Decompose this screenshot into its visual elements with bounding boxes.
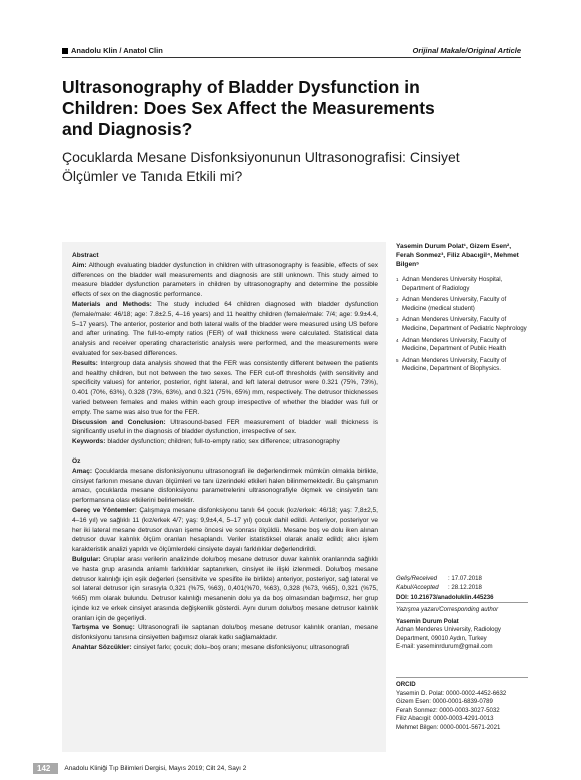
corresponding-name: Yasemin Durum Polat: [396, 617, 459, 625]
oz-heading: Öz: [72, 457, 81, 465]
abstract-methods: Materials and Methods: The study included 64 children diagnosed with bladder dysfunction (female/male: 46/18; age: 7.8±2.5, 4–16 years) and 11 healthy children (female/male: 7/4; age: 9.9±4.4, 5–17 years). The anterior, posterior and both lateral walls of the bladder were measured using US before and after urinating. The full-to-empty ratios (FER) of wall thickness were calculated. Statistical data analysis and receiver operating characteristic analysis were performed, and the measurements were evaluated for sex-based differences.: [72, 300, 378, 357]
article-title-english: Ultrasonography of Bladder Dysfunction in Children: Does Sex Affect the Measurements and Diagnosis?: [62, 77, 435, 139]
orcid-line: Ferah Sonmez: 0000-0003-3027-5032: [396, 706, 500, 714]
orcid-block: [396, 681, 528, 733]
orcid-heading: ORCID: [396, 681, 416, 688]
doi: DOI: 10.21673/anadoluklin.445236: [396, 594, 494, 601]
oz-bulgular: Bulgular: Gruplar arası verilerin analizinde dolu/boş mesane detrusor duvar kalınlık oranlarında sağlıklı ve hasta grup arasında anlamlı farklılıklar saptanırken, cinsiyet ile ilişki izlenmedi. Dolu/boş mesane detrusor kalınlığı için eşik değerleri (sensitivite ve spesifite ile birlikte) anteriyor, posteriyor, sağ lateral ve sol lateral detrusor için sırasıyla 0,321 (%75, %63), 0,401(%70, %63), 0,328 (%73, %65), 0,321 (%75, %65) mm olarak bulundu. Detrusor kalınlığı mesanenin dolu ya da boş olmasından bağımsız, her grup içinde kız ve erkek cinsiyet arasında değişkenlik gösterdi. Aynı durum dolu/boş mesane detrusor kalınlık oranları için de geçerliydi.: [72, 555, 378, 622]
oz-gerec: Gereç ve Yöntemler: Çalışmaya mesane disfonksiyonu tanılı 64 çocuk (kız/erkek: 46/18; yaş: 7,8±2,5, 4–16 yıl) ve sağlıklı 11 (kız/erkek 4/7; yaş: 9,9±4,4, 5–17 yıl) çocuk dahil edildi. Anteriyor, posteriyor ve her iki lateral mesane detrusor duvarı işeme öncesi ve sonrası ölçüldü. Mesane boş ve dolu iken alınan detrusor duvar kalınlık ölçüm oranları hesaplandı. Veriler istatistiksel olarak analiz edildi; alıcı işlem karakteristik analizi yapıldı ve ölçümlerdeki cinsiyete dayalı farklılıklar değerlendirildi.: [72, 506, 378, 554]
affiliation-item: 2 Adnan Menderes University, Faculty of Medicine (medical student): [396, 296, 507, 312]
corresponding-author: [396, 606, 528, 652]
orcid-line: Filiz Abacıgil: 0000-0003-4291-0013: [396, 715, 494, 723]
affiliation-item: 5 Adnan Menderes University, Faculty of Medicine, Department of Biophysics.: [396, 356, 507, 373]
running-header-left: [62, 46, 163, 55]
journal-short-name: Anadolu Klin / Anatol Clin: [71, 46, 163, 55]
article-title-turkish: Çocuklarda Mesane Disfonksiyonunun Ultrasonografisi: Cinsiyet Ölçümler ve Tanıda Etkili mi?: [62, 149, 460, 184]
oz-tartisma: Tartışma ve Sonuç: Ultrasonografi ile saptanan dolu/boş mesane detrusor kalınlık oranları, mesane disfonksiyonu tanısına cinsiyetten bağımsız olarak katkı sağlamaktadır.: [72, 624, 378, 642]
abstract-results: Results: Intergroup data analysis showed that the FER was consistently different between the patients and healthy children, but not between the two sexes. The FER cut-off thresholds (with sensitivity and specificity values) for anterior, posterior, right lateral, and left lateral detrusor were 0.321 (75%, 73%), 0.401 (70%, 63%), 0.328 (73%, 63%), and 0.321 (75%, 65%) mm, respectively. The detrusor thicknesses varied between females and males within each group irrespective of whether the bladder was full or empty. The same was also true for the FER.: [72, 359, 378, 416]
sidebar-divider: [396, 602, 528, 603]
abstract-discussion: Discussion and Conclusion: Ultrasound-based FER measurement of bladder wall thickness is significantly useful in the diagnosis of bladder dysfunction, irrespective of sex.: [72, 418, 378, 436]
author-list: Yasemin Durum Polat¹, Gizem Esen², Ferah Sonmez³, Filiz Abacıgil⁴, Mehmet Bilgen⁵: [396, 243, 519, 268]
abstract-heading: Abstract: [72, 252, 99, 259]
accepted-date: Kabul/Accepted : 28.12.2018: [396, 584, 482, 591]
affiliation-item: 3 Adnan Menderes University, Faculty of Medicine, Department of Pediatric Nephrology: [396, 316, 527, 332]
oz-amac: Amaç: Çocuklarda mesane disfonksiyonunu ultrasonografi ile değerlendirmek mümkün olmakla birlikte, cinsiyet farkının mesane duvarı ölçümleri ve tanı üzerindeki etkileri halen bilinmemektedir. Bu çalışmanın amacı, çocuklarda mesane disfonksiyonu parametrelerini ultrasonografiyle ölçmek ve cinsiyetin tanı performansına olası etkilerini belirlemektir.: [72, 467, 378, 505]
affiliation-item: 4 Adnan Menderes University, Faculty of Medicine, Department of Public Health: [396, 336, 507, 353]
oz-anahtar: Anahtar Sözcükler: cinsiyet farkı; çocuk; dolu–boş oranı; mesane disfonksiyonu; ultrasonografi: [72, 644, 350, 652]
article-type: Orijinal Makale/Original Article: [412, 46, 521, 55]
page-footer: [33, 763, 246, 774]
header-divider: [62, 57, 521, 58]
sidebar-divider: [396, 677, 528, 678]
received-date: Geliş/Received : 17.07.2018: [396, 575, 482, 582]
page-number: 142: [33, 763, 58, 774]
corresponding-line: Department, 09010 Aydın, Turkey: [396, 634, 487, 642]
corresponding-email: E-mail: yaseminrdurum@gmail.com: [396, 643, 493, 651]
affiliation-item: 1 Adnan Menderes University Hospital, Department of Radiology: [396, 276, 503, 292]
square-bullet-icon: [62, 48, 68, 54]
affiliations: [396, 276, 528, 377]
abstract-column: [72, 251, 378, 653]
abstract-aim: Aim: Although evaluating bladder dysfunction in children with ultrasonography is feasible, effects of sex differences on the bladder wall measurements and diagnosis are still unknown. This study aimed to measure bladder dysfunction parameters in children by ultrasonography and determine the possible effects of sex on the diagnostic performance.: [72, 261, 378, 299]
abstract-keywords: Keywords: bladder dysfunction; children; full-to-empty ratio; sex difference; ultrasonography: [72, 438, 340, 446]
journal-citation: Anadolu Kliniği Tıp Bilimleri Dergisi, Mayıs 2019; Cilt 24, Sayı 2: [64, 765, 247, 772]
corresponding-line: Adnan Menderes University, Radiology: [396, 626, 501, 634]
orcid-line: Mehmet Bilgen: 0000-0001-5671-2021: [396, 723, 501, 731]
corresponding-heading: Yazışma yazarı/Corresponding author: [396, 606, 499, 613]
orcid-line: Gizem Esen: 0000-0001-6839-0789: [396, 698, 493, 706]
article-dates: [396, 574, 528, 602]
orcid-line: Yasemin D. Polat: 0000-0002-4452-6632: [396, 689, 507, 697]
